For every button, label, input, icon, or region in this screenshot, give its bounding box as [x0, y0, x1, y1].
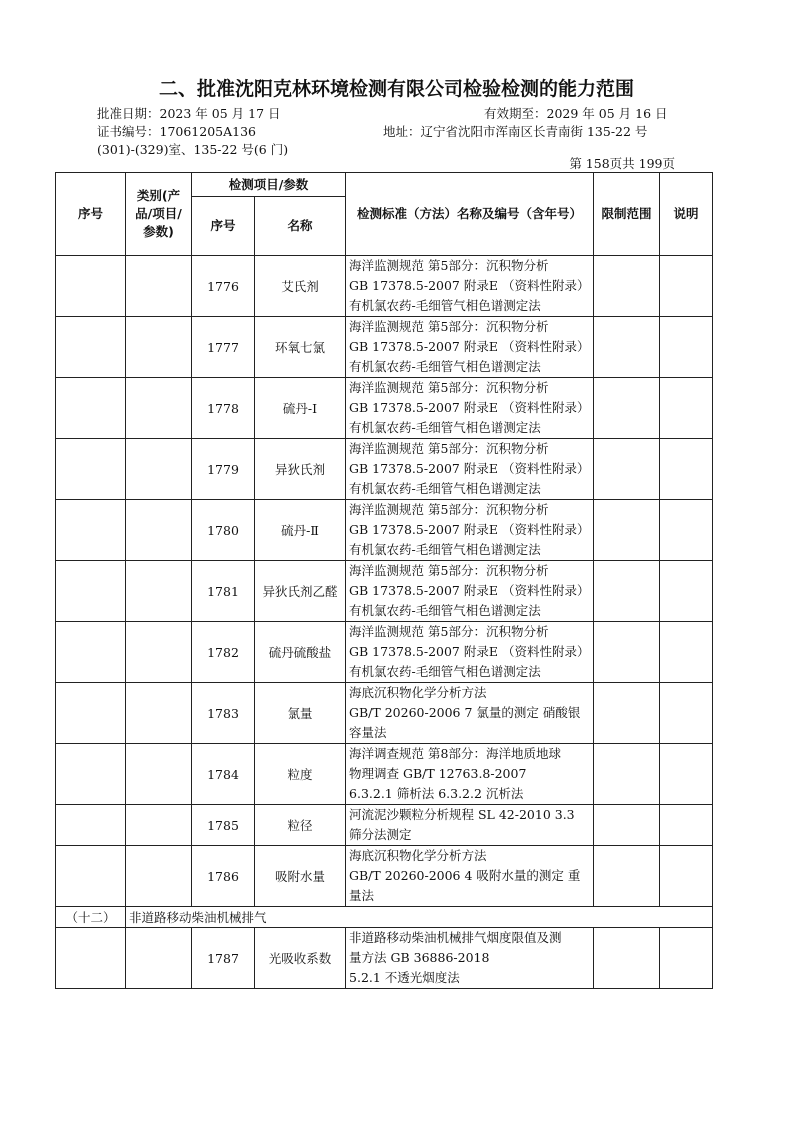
note-cell — [660, 683, 713, 744]
standard-line: 海洋监测规范 第5部分：沉积物分析 — [349, 258, 549, 273]
table-row — [56, 256, 713, 317]
item-number: 1783 — [192, 683, 255, 744]
standard-cell — [346, 561, 594, 622]
item-number: 1776 — [192, 256, 255, 317]
standard-cell — [346, 846, 594, 907]
item-name: 异狄氏剂乙醛 — [255, 561, 346, 622]
row-serial — [56, 256, 126, 317]
table-row — [56, 805, 713, 846]
address-line-2: (301)-(329)室、135-22 号(6 门) — [97, 142, 289, 157]
standard-cell — [346, 683, 594, 744]
note-cell — [660, 317, 713, 378]
limit-cell — [594, 928, 660, 989]
standard-line: 有机氯农药-毛细管气相色谱测定法 — [349, 603, 541, 618]
standard-line: 海洋监测规范 第5部分：沉积物分析 — [349, 441, 549, 456]
standard-line: 容量法 — [349, 725, 387, 740]
note-cell — [660, 928, 713, 989]
item-number: 1778 — [192, 378, 255, 439]
valid-until: 有效期至：2029 年 05 月 16 日 — [484, 106, 668, 121]
row-serial — [56, 378, 126, 439]
table-row — [56, 439, 713, 500]
item-name: 硫丹-Ⅰ — [255, 378, 346, 439]
item-name: 光吸收系数 — [255, 928, 346, 989]
standard-line: 海洋监测规范 第5部分：沉积物分析 — [349, 319, 549, 334]
note-cell — [660, 561, 713, 622]
standard-cell — [346, 805, 594, 846]
standard-line: 海洋监测规范 第5部分：沉积物分析 — [349, 624, 549, 639]
standard-line: 海底沉积物化学分析方法 — [349, 685, 487, 700]
item-number: 1787 — [192, 928, 255, 989]
standard-line: 海底沉积物化学分析方法 — [349, 848, 487, 863]
standard-line: 量法 — [349, 888, 375, 903]
note-cell — [660, 256, 713, 317]
standard-line: 海洋监测规范 第5部分：沉积物分析 — [349, 380, 549, 395]
limit-cell — [594, 317, 660, 378]
standard-line: 5.2.1 不透光烟度法 — [349, 970, 460, 985]
row-category — [126, 378, 192, 439]
table-row — [56, 378, 713, 439]
standard-cell — [346, 744, 594, 805]
standard-line: GB 17378.5-2007 附录E （资料性附录） — [349, 278, 590, 293]
item-name: 艾氏剂 — [255, 256, 346, 317]
item-name: 异狄氏剂 — [255, 439, 346, 500]
standard-line: 有机氯农药-毛细管气相色谱测定法 — [349, 298, 541, 313]
limit-cell — [594, 561, 660, 622]
item-name: 硫丹-Ⅱ — [255, 500, 346, 561]
standard-line: GB 17378.5-2007 附录E （资料性附录） — [349, 583, 590, 598]
item-name: 氯量 — [255, 683, 346, 744]
section-title: 非道路移动柴油机械排气 — [126, 907, 713, 928]
header-item-name: 名称 — [255, 197, 346, 256]
standard-line: GB 17378.5-2007 附录E （资料性附录） — [349, 644, 590, 659]
item-number: 1782 — [192, 622, 255, 683]
row-serial — [56, 928, 126, 989]
address-line-1: 地址：辽宁省沈阳市浑南区长青南街 135-22 号 — [383, 124, 648, 139]
table-row — [56, 561, 713, 622]
row-serial — [56, 622, 126, 683]
standard-line: 有机氯农药-毛细管气相色谱测定法 — [349, 420, 541, 435]
header-item-no: 序号 — [192, 197, 255, 256]
item-number: 1781 — [192, 561, 255, 622]
header-note: 说明 — [660, 173, 713, 256]
standard-cell — [346, 928, 594, 989]
header-category: 类别(产品/项目/参数) — [126, 173, 192, 256]
standard-line: 物理调查 GB/T 12763.8-2007 — [349, 766, 527, 781]
item-number: 1784 — [192, 744, 255, 805]
note-cell — [660, 846, 713, 907]
standard-line: 有机氯农药-毛细管气相色谱测定法 — [349, 481, 541, 496]
cert-number: 证书编号：17061205A136 — [97, 124, 257, 139]
standard-line: 海洋监测规范 第5部分：沉积物分析 — [349, 502, 549, 517]
limit-cell — [594, 256, 660, 317]
table-row — [56, 622, 713, 683]
table-row — [56, 500, 713, 561]
standard-line: GB/T 20260-2006 4 吸附水量的测定 重 — [349, 868, 581, 883]
limit-cell — [594, 500, 660, 561]
standard-line: GB 17378.5-2007 附录E （资料性附录） — [349, 461, 590, 476]
row-serial — [56, 561, 126, 622]
page-title: 二、批准沈阳克林环境检测有限公司检验检测的能力范围 — [158, 78, 634, 100]
standard-line: 海洋监测规范 第5部分：沉积物分析 — [349, 563, 549, 578]
standard-line: GB/T 20260-2006 7 氯量的测定 硝酸银 — [349, 705, 581, 720]
page-number: 第 158页共 199页 — [569, 156, 675, 171]
item-number: 1777 — [192, 317, 255, 378]
item-name: 粒径 — [255, 805, 346, 846]
item-name: 硫丹硫酸盐 — [255, 622, 346, 683]
table-row — [56, 928, 713, 989]
row-category — [126, 439, 192, 500]
note-cell — [660, 378, 713, 439]
standard-line: 有机氯农药-毛细管气相色谱测定法 — [349, 664, 541, 679]
item-number: 1780 — [192, 500, 255, 561]
table-row — [56, 744, 713, 805]
limit-cell — [594, 805, 660, 846]
item-number: 1779 — [192, 439, 255, 500]
standard-cell — [346, 500, 594, 561]
standard-line: 有机氯农药-毛细管气相色谱测定法 — [349, 542, 541, 557]
item-number: 1786 — [192, 846, 255, 907]
limit-cell — [594, 683, 660, 744]
row-serial — [56, 317, 126, 378]
standard-line: 有机氯农药-毛细管气相色谱测定法 — [349, 359, 541, 374]
standard-line: 筛分法测定 — [349, 827, 412, 842]
standard-line: 河流泥沙颗粒分析规程 SL 42-2010 3.3 — [349, 807, 575, 822]
approval-date: 批准日期：2023 年 05 月 17 日 — [97, 106, 281, 121]
standard-line: 量方法 GB 36886-2018 — [349, 950, 490, 965]
standard-line: 非道路移动柴油机械排气烟度限值及测 — [349, 930, 562, 945]
note-cell — [660, 744, 713, 805]
item-number: 1785 — [192, 805, 255, 846]
header-no: 序号 — [56, 173, 126, 256]
limit-cell — [594, 439, 660, 500]
row-serial — [56, 439, 126, 500]
row-serial — [56, 805, 126, 846]
header-limit: 限制范围 — [594, 173, 660, 256]
limit-cell — [594, 378, 660, 439]
standard-line: GB 17378.5-2007 附录E （资料性附录） — [349, 522, 590, 537]
row-category — [126, 846, 192, 907]
row-category — [126, 744, 192, 805]
row-category — [126, 500, 192, 561]
item-name: 吸附水量 — [255, 846, 346, 907]
note-cell — [660, 439, 713, 500]
standard-line: 6.3.2.1 筛析法 6.3.2.2 沉析法 — [349, 786, 524, 801]
standard-line: GB 17378.5-2007 附录E （资料性附录） — [349, 339, 590, 354]
standard-cell — [346, 256, 594, 317]
header-standard: 检测标准（方法）名称及编号（含年号） — [346, 173, 594, 256]
limit-cell — [594, 846, 660, 907]
note-cell — [660, 500, 713, 561]
note-cell — [660, 805, 713, 846]
row-serial — [56, 744, 126, 805]
note-cell — [660, 622, 713, 683]
row-category — [126, 256, 192, 317]
row-serial — [56, 846, 126, 907]
row-category — [126, 622, 192, 683]
row-category — [126, 805, 192, 846]
standard-cell — [346, 439, 594, 500]
table-row — [56, 683, 713, 744]
standard-line: GB 17378.5-2007 附录E （资料性附录） — [349, 400, 590, 415]
limit-cell — [594, 622, 660, 683]
standard-cell — [346, 317, 594, 378]
section-row — [56, 907, 713, 928]
item-name: 环氧七氯 — [255, 317, 346, 378]
row-category — [126, 317, 192, 378]
limit-cell — [594, 744, 660, 805]
row-serial — [56, 500, 126, 561]
standard-cell — [346, 378, 594, 439]
table-row — [56, 846, 713, 907]
row-category — [126, 928, 192, 989]
item-name: 粒度 — [255, 744, 346, 805]
row-serial — [56, 683, 126, 744]
capability-table — [55, 172, 713, 989]
section-label: （十二） — [56, 907, 126, 928]
row-category — [126, 561, 192, 622]
standard-line: 海洋调查规范 第8部分：海洋地质地球 — [349, 746, 561, 761]
table-row — [56, 317, 713, 378]
row-category — [126, 683, 192, 744]
header-item-group: 检测项目/参数 — [192, 173, 346, 197]
standard-cell — [346, 622, 594, 683]
